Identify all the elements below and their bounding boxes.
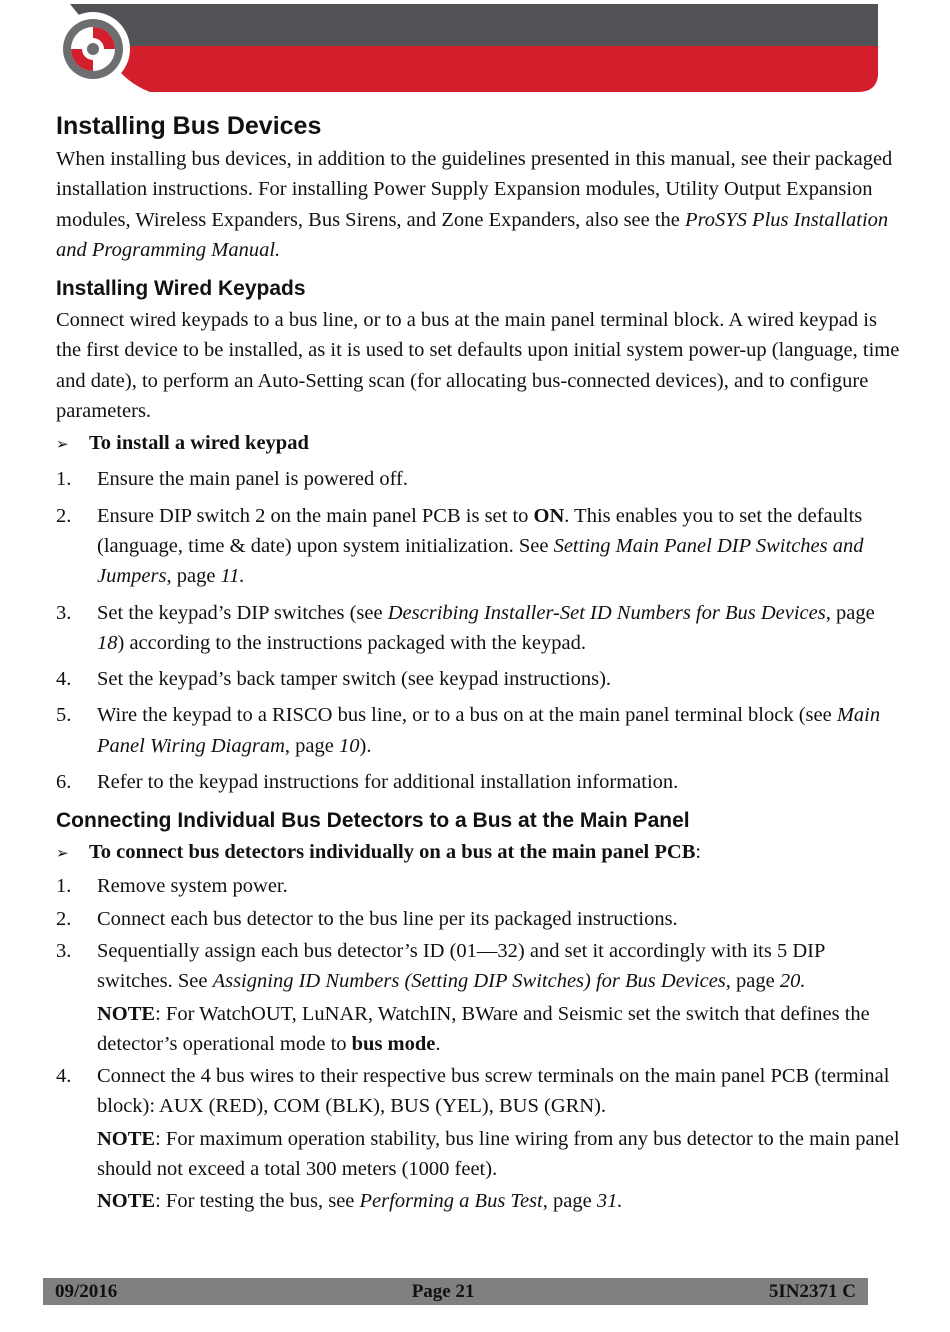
cross-reference: Describing Installer-Set ID Numbers for Bus Devices <box>387 601 826 624</box>
page-reference: 31. <box>596 1190 623 1213</box>
header-banner <box>0 0 950 100</box>
arrow-bullet-icon: ➢ <box>56 846 69 863</box>
step-number: 3. <box>56 601 72 624</box>
text-run: : For WatchOUT, LuNAR, WatchIN, BWare and Seismic set the switch that defines the detector’s operational mode to <box>97 1002 870 1055</box>
page-header <box>0 0 950 100</box>
step-text <box>97 501 901 592</box>
step-item <box>56 700 901 761</box>
text-run: Ensure DIP switch 2 on the main panel PCB is set to <box>97 504 534 527</box>
paragraph-bus-devices-intro <box>56 144 901 265</box>
page-content <box>56 110 901 1217</box>
cross-reference: Setting Main Panel DIP Switches and Jumpers <box>97 534 864 588</box>
procedure-title: To install a wired keypad <box>89 432 309 455</box>
note-label: NOTE <box>97 1002 156 1025</box>
risco-logo-icon <box>56 12 130 86</box>
on-value: ON <box>533 504 565 527</box>
procedure-colon: : <box>695 841 702 864</box>
text-run: ) according to the instructions packaged with the keypad. <box>117 631 587 654</box>
step-number: 1. <box>56 468 72 491</box>
step-item <box>56 464 901 494</box>
paragraph-wired-keypads-intro: Connect wired keypads to a bus line, or to a bus at the main panel terminal block. A wired keypad is the first device to be installed, as it is used to set defaults upon initial system power-up (language, time and date), to perform an Auto-Setting scan (for allocating bus-connected devices), and to configure parameters. <box>56 309 900 423</box>
procedure-heading-connect-detectors <box>56 837 901 869</box>
page-reference: 18 <box>97 631 118 654</box>
step-text: Connect the 4 bus wires to their respective bus screw terminals on the main panel PCB (terminal block): AUX (RED), COM (BLK), BUS (YEL), BUS (GRN). <box>97 1065 890 1118</box>
footer-page-number: Page 21 <box>411 1280 475 1302</box>
arrow-bullet-icon: ➢ <box>56 437 69 454</box>
page-reference: 10 <box>339 734 360 757</box>
heading-installing-wired-keypads: Installing Wired Keypads <box>56 277 306 301</box>
step-number: 1. <box>56 875 72 898</box>
text-run: , page <box>725 970 780 993</box>
text-run: Wire the keypad to a RISCO bus line, or to a bus on at the main panel terminal block (see <box>97 704 837 727</box>
page-reference: 11. <box>220 565 245 588</box>
procedure-title <box>89 837 701 867</box>
step-text <box>97 700 901 761</box>
text-run: , page <box>825 601 875 624</box>
step-item <box>56 1061 901 1122</box>
text-run: Sequentially assign each bus detector’s ID (01—32) and set it accordingly with its 5 DIP switches. See <box>97 939 825 993</box>
step-number: 4. <box>56 668 72 691</box>
step-item <box>56 936 901 997</box>
step-text: Remove system power. <box>97 875 288 898</box>
step-number: 4. <box>56 1065 72 1088</box>
page-footer <box>43 1278 868 1305</box>
step-number: 5. <box>56 704 72 727</box>
cross-reference: Main Panel Wiring Diagram <box>97 704 881 757</box>
text-run: : For maximum operation stability, bus line wiring from any bus detector to the main panel should not exceed a total 300 meters (1000 feet). <box>97 1127 900 1181</box>
footer-date: 09/2016 <box>55 1280 118 1302</box>
text-run: , page <box>542 1190 597 1213</box>
step-number: 2. <box>56 907 72 930</box>
text-run: : For testing the bus, see <box>155 1190 360 1213</box>
cross-reference: Performing a Bus Test <box>359 1190 543 1213</box>
cross-reference: Assigning ID Numbers (Setting DIP Switches) for Bus Devices <box>212 970 726 993</box>
step-item <box>56 501 901 592</box>
step-text <box>97 598 901 659</box>
step-text: Ensure the main panel is powered off. <box>97 468 409 491</box>
text-run: ). <box>359 734 372 757</box>
manual-reference: ProSYS Plus Installation and Programming Manual. <box>56 208 889 261</box>
note-operational-mode <box>97 999 901 1060</box>
step-number: 2. <box>56 504 72 527</box>
footer-doc-number: 5IN2371 C <box>768 1280 856 1302</box>
step-text <box>97 936 901 997</box>
note-bus-test <box>97 1186 901 1216</box>
step-number: 3. <box>56 939 72 962</box>
step-text: Connect each bus detector to the bus line per its packaged instructions. <box>97 907 678 930</box>
step-text: Refer to the keypad instructions for additional installation information. <box>97 771 679 794</box>
paragraph-text: When installing bus devices, in addition to the guidelines presented in this manual, see their packaged installation instructions. For installing Power Supply Expansion modules, Utility Output Expansion modules, Wireless Expanders, Bus Sirens, and Zone Expanders, also see the <box>56 148 893 231</box>
step-text: Set the keypad’s back tamper switch (see keypad instructions). <box>97 668 612 691</box>
bus-mode-value: bus mode <box>351 1032 436 1055</box>
note-label: NOTE <box>97 1127 156 1150</box>
procedure-title-text: To connect bus detectors individually on a bus at the main panel PCB <box>89 841 696 864</box>
text-run: . This enables you to set the defaults (language, time & date) upon system initialization. See <box>97 504 863 557</box>
step-item <box>56 598 901 659</box>
step-item <box>56 871 901 901</box>
step-item <box>56 767 901 797</box>
step-item <box>56 904 901 934</box>
text-run: , page <box>284 734 339 757</box>
step-item <box>56 664 901 694</box>
page-reference: 20. <box>779 970 806 993</box>
step-number: 6. <box>56 771 72 794</box>
heading-installing-bus-devices: Installing Bus Devices <box>56 112 322 140</box>
text-run: , page <box>166 565 221 588</box>
note-wiring-distance <box>97 1124 901 1185</box>
procedure-heading-install-keypad <box>56 428 901 460</box>
text-run: Set the keypad’s DIP switches (see <box>97 601 388 624</box>
note-label: NOTE <box>97 1190 156 1213</box>
heading-connecting-bus-detectors: Connecting Individual Bus Detectors to a Bus at the Main Panel <box>56 809 690 833</box>
text-run: . <box>435 1032 441 1055</box>
